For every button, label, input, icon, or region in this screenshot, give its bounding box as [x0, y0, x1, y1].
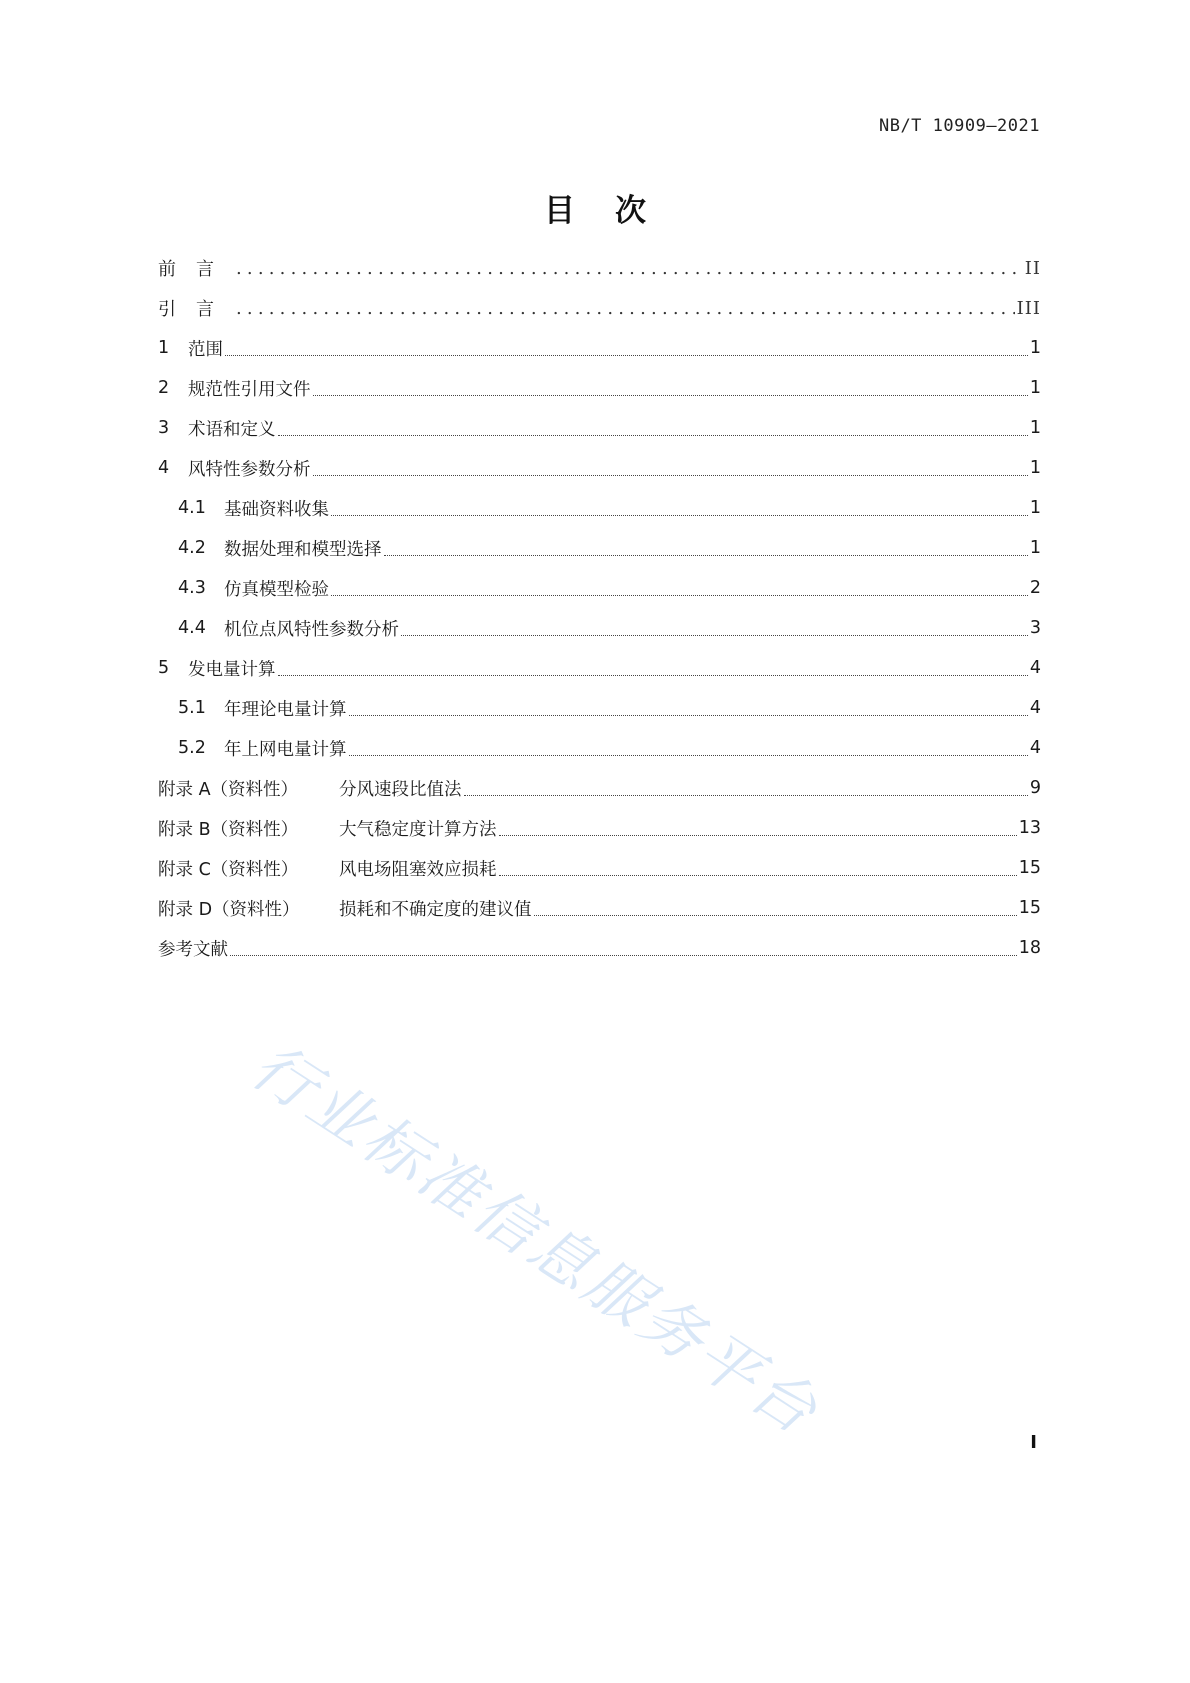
toc-entry-number: 5: [158, 658, 170, 678]
toc-entry-annex-c[interactable]: [158, 848, 1041, 888]
toc-entry-page: 3: [1029, 618, 1041, 638]
dot-leader: [278, 674, 1028, 676]
table-of-contents: [158, 248, 1041, 968]
toc-entry-title: 仿真模型检验: [224, 579, 329, 600]
toc-entry-section-5[interactable]: [158, 648, 1041, 688]
toc-entry-title: 发电量计算: [188, 659, 276, 680]
toc-entry-title: 基础资料收集: [224, 499, 329, 520]
toc-entry-section-4-3[interactable]: [158, 568, 1041, 608]
toc-entry-page: 15: [1018, 858, 1041, 878]
toc-entry-title: 规范性引用文件: [188, 379, 311, 400]
toc-entry-page: 4: [1029, 738, 1041, 758]
toc-entry-title: 机位点风特性参数分析: [224, 619, 399, 640]
dot-leader: [236, 258, 1023, 279]
toc-entry-page: 13: [1018, 818, 1041, 838]
toc-entry-section-4-4[interactable]: [158, 608, 1041, 648]
toc-entry-title: 引言: [158, 299, 234, 320]
watermark: 行业标准信息服务平台: [239, 1028, 833, 1450]
toc-entry-number: 4.3: [178, 578, 206, 598]
dot-leader: [534, 914, 1017, 916]
toc-annex-label: 附录 C（资料性）: [158, 859, 299, 880]
toc-annex-label: 附录 B（资料性）: [158, 819, 299, 840]
toc-entry-page: 1: [1029, 538, 1041, 558]
toc-entry-annex-d[interactable]: [158, 888, 1041, 928]
toc-entry-title: 风特性参数分析: [188, 459, 311, 480]
dot-leader: [384, 554, 1028, 556]
dot-leader: [349, 714, 1028, 716]
toc-entry-number: 3: [158, 418, 170, 438]
page-number: I: [1030, 1432, 1037, 1453]
toc-entry-number: 4: [158, 458, 170, 478]
toc-entry-title: 年理论电量计算: [224, 699, 347, 720]
toc-entry-page: III: [1016, 297, 1041, 319]
dot-leader: [236, 298, 1015, 319]
toc-entry-number: 4.2: [178, 538, 206, 558]
toc-entry-title: 数据处理和模型选择: [224, 539, 382, 560]
toc-title: [0, 185, 1190, 230]
toc-entry-page: 1: [1029, 418, 1041, 438]
toc-entry-section-5-1[interactable]: [158, 688, 1041, 728]
dot-leader: [499, 874, 1017, 876]
dot-leader: [331, 594, 1028, 596]
toc-entry-bibliography[interactable]: [158, 928, 1041, 968]
toc-entry-section-3[interactable]: [158, 408, 1041, 448]
toc-entry-annex-b[interactable]: [158, 808, 1041, 848]
dot-leader: [464, 794, 1028, 796]
toc-entry-number: 1: [158, 338, 170, 358]
dot-leader: [230, 954, 1017, 956]
toc-entry-title: 参考文献: [158, 939, 228, 960]
toc-entry-section-5-2[interactable]: [158, 728, 1041, 768]
standard-code: NB/T 10909—2021: [878, 116, 1040, 136]
dot-leader: [225, 354, 1028, 356]
toc-entry-page: 4: [1029, 698, 1041, 718]
dot-leader: [313, 474, 1028, 476]
toc-entry-title: 范围: [188, 339, 223, 360]
dot-leader: [499, 834, 1017, 836]
toc-annex-label: 附录 D（资料性）: [158, 899, 300, 920]
toc-entry-number: 2: [158, 378, 170, 398]
toc-entry-section-2[interactable]: [158, 368, 1041, 408]
toc-entry-page: 18: [1018, 938, 1041, 958]
toc-entry-title: 术语和定义: [188, 419, 276, 440]
toc-entry-title: 大气稳定度计算方法: [339, 819, 497, 840]
toc-entry-page: 1: [1029, 338, 1041, 358]
toc-entry-title: 分风速段比值法: [339, 779, 462, 800]
toc-entry-page: 1: [1029, 498, 1041, 518]
toc-annex-label: 附录 A（资料性）: [158, 779, 299, 800]
toc-entry-page: 15: [1018, 898, 1041, 918]
toc-entry-annex-a[interactable]: [158, 768, 1041, 808]
dot-leader: [401, 634, 1028, 636]
toc-entry-title: 风电场阻塞效应损耗: [339, 859, 497, 880]
toc-entry-number: 4.4: [178, 618, 206, 638]
toc-entry-section-4-2[interactable]: [158, 528, 1041, 568]
dot-leader: [331, 514, 1028, 516]
toc-entry-section-1[interactable]: [158, 328, 1041, 368]
toc-entry-number: 5.2: [178, 738, 206, 758]
toc-entry-page: 1: [1029, 378, 1041, 398]
dot-leader: [313, 394, 1028, 396]
toc-entry-page: 1: [1029, 458, 1041, 478]
toc-entry-number: 4.1: [178, 498, 206, 518]
toc-entry-page: II: [1024, 257, 1041, 279]
toc-entry-page: 4: [1029, 658, 1041, 678]
toc-entry-title: 年上网电量计算: [224, 739, 347, 760]
toc-entry-section-4[interactable]: [158, 448, 1041, 488]
toc-entry-page: 9: [1029, 778, 1041, 798]
toc-entry-section-4-1[interactable]: [158, 488, 1041, 528]
dot-leader: [349, 754, 1028, 756]
toc-title-right: 次: [615, 193, 646, 229]
toc-entry-title: 前言: [158, 259, 234, 280]
toc-entry-title: 损耗和不确定度的建议值: [339, 899, 532, 920]
toc-entry-preface[interactable]: [158, 248, 1041, 288]
toc-entry-page: 2: [1029, 578, 1041, 598]
toc-entry-number: 5.1: [178, 698, 206, 718]
dot-leader: [278, 434, 1028, 436]
toc-title-left: 目: [544, 193, 575, 229]
toc-entry-introduction[interactable]: [158, 288, 1041, 328]
